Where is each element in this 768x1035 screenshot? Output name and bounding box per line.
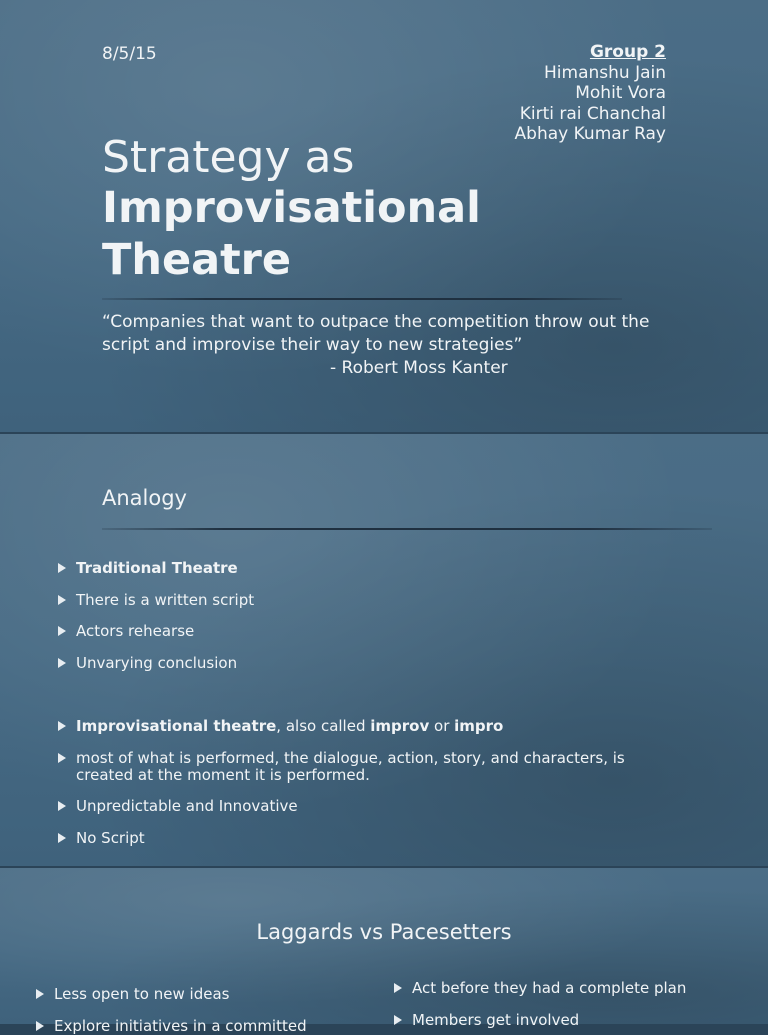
bullet-text: Unvarying conclusion (76, 654, 238, 672)
bullet-icon (36, 989, 44, 999)
improv-term: improv (370, 717, 430, 735)
member-name: Kirti rai Chanchal (519, 103, 666, 124)
quote-author: - Robert Moss Kanter (330, 358, 508, 378)
slide-heading: Laggards vs Pacesetters (256, 920, 512, 944)
group-title: Group 2 (589, 42, 666, 62)
heading-divider (102, 528, 712, 530)
bullet-text: Members get involved (412, 1011, 580, 1029)
bullet-text: most of what is performed, the dialogue, action, story, and characters, is created at the moment it is performed. (76, 749, 625, 784)
title-divider (102, 298, 622, 300)
bullet-text (76, 718, 676, 735)
bullet-icon (58, 626, 66, 636)
bullet-icon (58, 721, 66, 731)
improv-connector: , also called (276, 717, 371, 735)
bullet-text: No Script (76, 829, 145, 847)
bullet-text: There is a written script (76, 591, 255, 609)
bullet-heading: Traditional Theatre (76, 559, 238, 577)
bullet-icon (58, 833, 66, 843)
bullet-icon (58, 563, 66, 573)
slide-laggards-vs-pacesetters (0, 868, 768, 1035)
bullet-icon (58, 753, 66, 763)
slide-analogy (0, 434, 768, 866)
bullet-text: Actors rehearse (76, 622, 195, 640)
title-line-1: Strategy as (102, 132, 355, 183)
bullet-icon (58, 801, 66, 811)
title-line-2: Improvisational (102, 183, 481, 233)
member-name: Mohit Vora (575, 83, 666, 103)
member-name: Abhay Kumar Ray (514, 124, 666, 144)
quote-text: “Companies that want to outpace the competition throw out the script and improvise their way to new strategies” (102, 312, 650, 355)
impro-term: impro (454, 717, 504, 735)
improv-connector: or (429, 717, 455, 735)
bullet-icon (58, 658, 66, 668)
bullet-icon (36, 1021, 44, 1031)
slide-title (0, 0, 768, 432)
bullet-icon (394, 983, 402, 993)
bullet-text: Act before they had a complete plan (412, 979, 687, 997)
bullet-icon (58, 595, 66, 605)
bullet-icon (394, 1015, 402, 1025)
improv-heading: Improvisational theatre (76, 717, 277, 735)
slide-date: 8/5/15 (102, 44, 157, 64)
slide-heading: Analogy (102, 486, 187, 510)
bullet-text: Unpredictable and Innovative (76, 797, 298, 815)
bullet-text: Explore initiatives in a committed (54, 1017, 307, 1035)
group-info (515, 42, 666, 145)
title-line-3: Theatre (102, 235, 292, 285)
bullet-text: Less open to new ideas (54, 985, 230, 1003)
member-name: Himanshu Jain (544, 62, 666, 83)
